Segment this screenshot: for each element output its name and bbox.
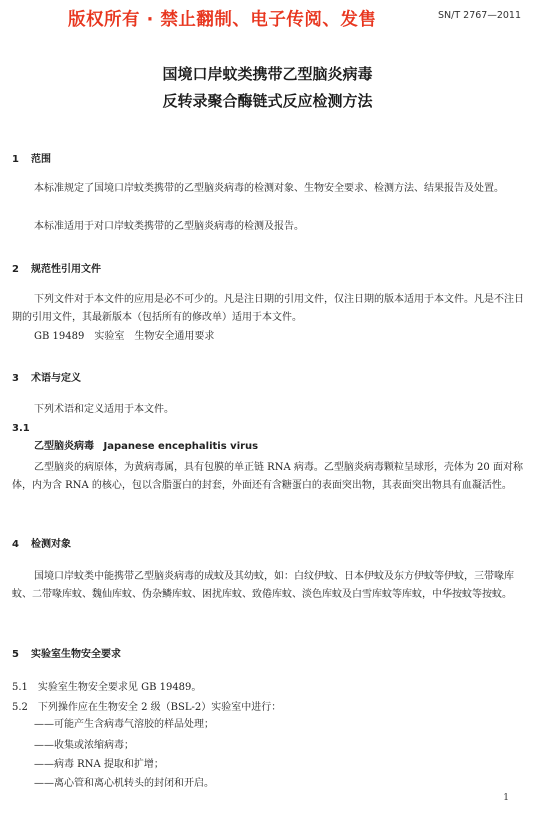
section-2-paragraph-1: 下列文件对于本文件的应用是必不可少的。凡是注日期的引用文件，仅注日期的版本适用于本文件。凡是不注日期的引用文件，其最新版本（包括所有的修改单）适用于本文件。 — [12, 294, 524, 323]
term-entry — [12, 438, 524, 456]
bsl2-list-item: ——可能产生含病毒气溶胶的样品处理； — [34, 719, 214, 730]
section-4-paragraph-1: 国境口岸蚊类中能携带乙型脑炎病毒的成蚊及其幼蚊，如：白纹伊蚊、日本伊蚊及东方伊蚊等伊蚊，三带喙库蚊、二带喙库蚊、魏仙库蚊、伪杂鳞库蚊、困扰库蚊、致倦库蚊、淡色库蚊及白雪库蚊等库蚊，中华按蚊等按蚊。 — [12, 571, 514, 600]
subsection-3-1-number: 3.1 — [12, 423, 30, 434]
bsl2-list-item: ——离心管和离心机转头的封闭和开启。 — [34, 778, 214, 789]
section-2-heading — [12, 260, 101, 275]
section-3-paragraph-1: 下列术语和定义适用于本文件。 — [34, 404, 174, 415]
clause-5-2: 5.2 下列操作应在生物安全 2 级（BSL-2）实验室中进行： — [12, 702, 282, 713]
normative-reference-item: GB 19489 实验室 生物安全通用要求 — [34, 331, 215, 342]
clause-5-1: 5.1 实验室生物安全要求见 GB 19489。 — [12, 682, 202, 693]
section-number: 3 — [12, 373, 19, 384]
section-title: 检测对象 — [31, 539, 71, 550]
section-number: 1 — [12, 154, 19, 165]
document-title-line2: 反转录聚合酶链式反应检测方法 — [162, 92, 373, 110]
section-1-paragraph-1: 本标准规定了国境口岸蚊类携带的乙型脑炎病毒的检测对象、生物安全要求、检测方法、结果报告及处置。 — [34, 183, 504, 194]
bsl2-list-item: ——病毒 RNA 提取和扩增； — [34, 759, 164, 770]
term-chinese: 乙型脑炎病毒 — [34, 441, 94, 452]
section-title: 范围 — [31, 154, 51, 165]
section-4-heading — [12, 535, 71, 550]
section-1-heading — [12, 150, 51, 165]
section-5-heading — [12, 645, 121, 660]
section-number: 2 — [12, 264, 19, 275]
document-title-line1: 国境口岸蚊类携带乙型脑炎病毒 — [162, 65, 373, 83]
standard-code: SN/T 2767—2011 — [437, 10, 521, 21]
bsl2-list-item: ——收集或浓缩病毒； — [34, 740, 134, 751]
copyright-watermark: 版权所有 · 禁止翻制、电子传阅、发售 — [68, 10, 377, 30]
term-english: Japanese encephalitis virus — [103, 441, 259, 452]
section-number: 4 — [12, 539, 19, 550]
term-definition: 乙型脑炎的病原体，为黄病毒属，具有包膜的单正链 RNA 病毒。乙型脑炎病毒颗粒呈球形，壳体为 20 面对称体，内为含 RNA 的核心，包以含脂蛋白的封套，外面还有含糖蛋白的表面突出物，其表面突出物具有血凝活性。 — [12, 462, 523, 491]
section-1-paragraph-2: 本标准适用于对口岸蚊类携带的乙型脑炎病毒的检测及报告。 — [34, 221, 304, 232]
section-title: 规范性引用文件 — [31, 264, 101, 275]
page-number: 1 — [503, 793, 509, 803]
section-title: 实验室生物安全要求 — [31, 649, 121, 660]
section-number: 5 — [12, 649, 19, 660]
section-title: 术语与定义 — [31, 373, 81, 384]
section-3-heading — [12, 369, 81, 384]
